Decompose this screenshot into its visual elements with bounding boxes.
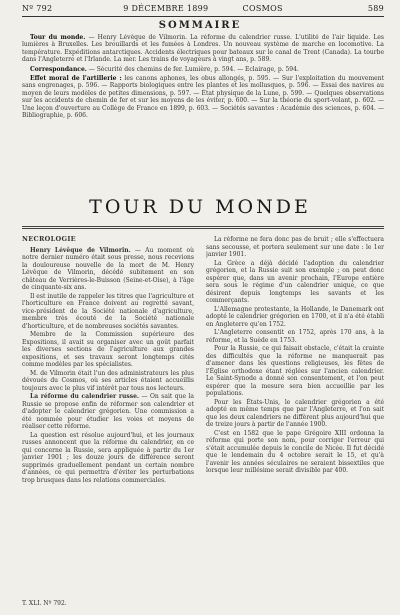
article-paragraph: Pour la Russie, ce qui faisait obstacle, c'était la crainte des difficultés que la réforme ne manquerait pas d'amener dans les questions religieuses, les fêtes de l'Église orthodoxe étant réglées sur l'ancien calendrier. Le Saint-Synode a donné son consentement, et l'on peut espérer que la mesure sera bien accueillie par les populations. bbox=[206, 345, 384, 397]
article-paragraph: L'Allemagne protestante, la Hollande, le Danemark ont adopté le calendrier grégorien en 1700, et il n'a été établi en Angleterre qu'en 1752. bbox=[206, 305, 384, 328]
running-header bbox=[22, 4, 384, 16]
issue-number: Nº 792 bbox=[22, 4, 53, 13]
journal-title: COSMOS bbox=[242, 4, 283, 13]
sommaire-paragraph bbox=[22, 34, 384, 64]
section-rule bbox=[22, 228, 384, 229]
article-heading: Henry Lévêque de Vilmorin. bbox=[30, 246, 131, 254]
sommaire-title: SOMMAIRE bbox=[158, 20, 242, 31]
sommaire-text: — Henry Lévêque de Vilmorin. La réforme du calendrier russe. L'utilité de l'air liquide. Les lumières à Bruxelles. Les brouillards et les fumées à Londres. Un nouveau système de marche en locomotive. La température. Expéditions antarctiques. Accidents électriques pour bateaux sur le canal de Trent (Canada). La tourbe dans l'Angleterre et l'Irlande. La mer. Les trains de voyageurs à vingt ans, p. 589. bbox=[22, 34, 384, 64]
journal-name bbox=[22, 4, 384, 13]
article-paragraph: L'Angleterre consentit en 1752, après 170 ans, à la réforme, et la Suède en 1753. bbox=[206, 329, 384, 344]
left-column bbox=[22, 236, 194, 598]
sommaire-block bbox=[22, 34, 384, 164]
column-subhead: NÉCROLOGIE bbox=[22, 236, 76, 243]
article-paragraph: Membre de la Commission supérieure des Expositions, il avait su organiser avec un goût parfait les diverses sections de l'agriculture aux grandes expositions, et ses travaux seront longtemps cités comme modèles par les spécialistes. bbox=[22, 331, 194, 368]
sommaire-lead: Effet moral de l'artillerie : bbox=[30, 75, 122, 83]
sommaire-text: — Sécurité des chemins de fer. Lumière, p. 594. — Eclairage, p. 594. bbox=[88, 65, 299, 73]
article-paragraph: C'est en 1582 que le pape Grégoire XIII ordonna la réforme qui porte son nom, pour corriger l'erreur qui s'était accumulée depuis le concile de Nicée. Il fut décidé que le lendemain du 4 octobre serait le 15, et qu'à l'avenir les années séculaires ne seraient bissextiles que lorsque leur millésime serait divisible par 400. bbox=[206, 429, 384, 474]
sommaire-paragraph bbox=[22, 75, 384, 119]
sommaire-lead: Tour du monde. bbox=[30, 34, 86, 41]
section-title: TOUR DU MONDE bbox=[89, 196, 311, 218]
sommaire-lead: Correspondance. bbox=[30, 65, 87, 73]
article-paragraph: La Grèce a déjà décidé l'adoption du calendrier grégorien, et la Russie suit son exemple ; on peut donc espérer que, dans un avenir prochain, l'Europe entière sera sous le régime d'un calendrier unique, ce que désirent depuis longtemps les savants et les commerçants. bbox=[206, 259, 384, 304]
page-number: 589 bbox=[367, 4, 384, 13]
header-rule bbox=[22, 16, 384, 17]
article-paragraph bbox=[22, 247, 194, 292]
page-footer: T. XLI. Nº 792. bbox=[22, 600, 67, 607]
article-paragraph: M. de Vilmorin était l'un des administrateurs les plus dévoués du Cosmos, où ses articles étaient accueillis toujours avec le plus vif intérêt par tous nos lecteurs. bbox=[22, 369, 194, 392]
section-rule bbox=[22, 226, 384, 227]
article-heading: La réforme du calendrier russe. bbox=[30, 393, 140, 400]
sommaire-text: les canons aphones, les obus allongés, p. 595. — Sur l'exploitation du mouvement sans engrenages, p. 596. — Rapports biologiques entre les plantes et les mollusques, p. 596. — Essai des navires au moyen de leurs modèles de petites dimensions, p. 597. — État physique de la Lune, p. 599. — Quelques observations sur les accidents de chemin de fer et sur les moyens de les éviter, p. 600. — Sur la théorie du sport-volant, p. 602. — Une leçon d'ouverture au Collège de France en 1899, p. 603. — Sociétés savantes : Académie des sciences, p. 604. — Bibliographie, p. 606. bbox=[22, 75, 384, 120]
sommaire-paragraph bbox=[22, 66, 384, 73]
article-paragraph bbox=[22, 393, 194, 431]
article-text: — On sait que la Russie se propose enfin de réformer son calendrier et d'adopter le calendrier grégorien. Une commission a été nommée pour étudier les voies et moyens de réaliser cette réforme. bbox=[22, 393, 194, 430]
article-text: — Au moment où notre dernier numéro était sous presse, nous recevions la douloureuse nouvelle de la mort de M. Henry Lévêque de Vilmorin, décédé subitement en son château de Verrières-le-Buisson (Seine-et-Oise), à l'âge de cinquante-six ans. bbox=[22, 246, 194, 291]
article-paragraph: Pour les États-Unis, le calendrier grégorien a été adopté en même temps que par l'Angleterre, et l'on sait que les deux calendriers ne diffèrent plus aujourd'hui que de treize jours à partir de l'année 1900. bbox=[206, 398, 384, 428]
article-paragraph: Il est inutile de rappeler les titres que l'agriculture et l'horticulture en France doivent au regretté savant, vice-président de la Société nationale d'agriculture, membre très écouté de la Société nationale d'horticulture, et de nombreuses sociétés savantes. bbox=[22, 292, 194, 330]
article-paragraph: La réforme ne fera donc pas de bruit ; elle s'effectuera sans secousse, et portera seulement sur une date : le 1er janvier 1901. bbox=[206, 236, 384, 258]
issue-date: 9 DÉCEMBRE 1899 bbox=[123, 4, 209, 13]
article-paragraph: La question est résolue aujourd'hui, et les journaux russes annoncent que la réforme du calendrier, en ce qui concerne la Russie, sera appliquée à partir du 1er janvier 1901 ; les douze jours de différence seront supprimés graduellement pendant un certain nombre d'années, ce qui permettra d'éviter les perturbations trop brusques dans les relations commerciales. bbox=[22, 431, 194, 484]
right-column bbox=[206, 236, 384, 598]
